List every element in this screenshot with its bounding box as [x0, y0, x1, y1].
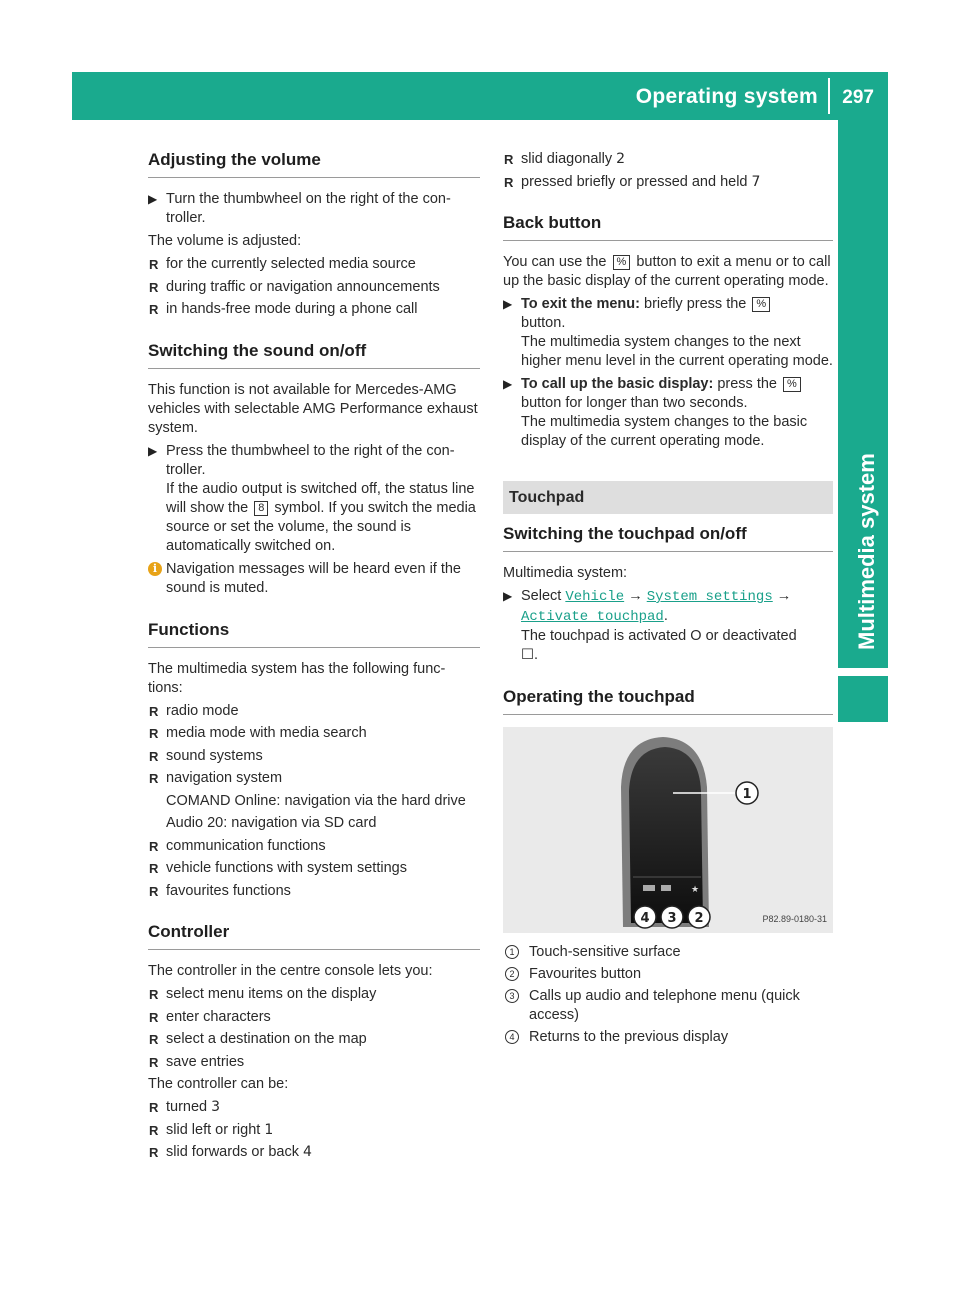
touchpad-intro: Multimedia system:	[503, 565, 628, 581]
volume-intro: The volume is adjusted:	[148, 233, 302, 249]
step-arrow-icon: ▶	[503, 377, 513, 391]
info-icon: i	[148, 562, 162, 576]
back-heading: Back button	[503, 213, 833, 241]
page-number: 297	[842, 87, 874, 108]
back-button-icon: %	[613, 255, 631, 270]
legend-item: 3 Calls up audio and telephone menu (quick access)	[503, 987, 833, 1025]
volume-step	[148, 190, 480, 228]
bullet-icon: R	[149, 987, 159, 1002]
side-tab-marker	[838, 676, 888, 722]
controller-press-icon: 7	[751, 173, 761, 190]
svg-text:2: 2	[694, 911, 704, 926]
list-item: R pressed briefly or pressed and held 7	[504, 173, 761, 190]
touchpad-step: ▶ Select Vehicle → System settings → Activate touchpad. The touchpad is activated O or deactivated ☐.	[503, 588, 797, 663]
list-item: R for the currently selected media source	[149, 256, 416, 272]
bullet-icon: R	[149, 1032, 159, 1047]
volume-step-text: Turn the thumbwheel on the right of the con-troller.	[166, 191, 451, 226]
step-arrow-icon: ▶	[503, 589, 513, 603]
checked-box-icon: O	[690, 628, 702, 644]
bullet-icon: R	[149, 748, 159, 764]
back-intro: You can use the % button to exit a menu or to call up the basic display of the current operating mode.	[503, 254, 831, 289]
back-button-icon: %	[783, 377, 801, 392]
figure-code: P82.89-0180-31	[762, 914, 827, 924]
sound-step: ▶ Press the thumbwheel to the right of the con-troller. If the audio output is switched off, the status line will show the 8 symbol. If you switch the media source or set the volume, the sound is automatically switched on.	[148, 442, 476, 554]
back-button-icon: %	[752, 297, 770, 312]
list-item: R select a destination on the map	[149, 1031, 367, 1047]
side-tab-label: Multimedia system	[854, 453, 879, 650]
functions-intro: The multimedia system has the following func-tions:	[148, 660, 446, 696]
step-arrow-icon: ▶	[148, 192, 158, 206]
list-item: R favourites functions	[149, 882, 291, 899]
list-item: R sound systems	[149, 747, 263, 764]
arrow-icon: →	[776, 588, 792, 604]
bullet-icon: R	[504, 152, 514, 167]
controller-can-be: The controller can be:	[148, 1076, 289, 1092]
bullet-icon: R	[149, 838, 159, 854]
sound-intro: This function is not available for Mercedes-AMG vehicles with selectable AMG Performance exhaust system.	[148, 381, 478, 436]
bullet-icon: R	[149, 279, 159, 295]
bullet-icon: R	[149, 1054, 159, 1070]
list-item: R enter characters	[149, 1008, 271, 1025]
bullet-icon: R	[149, 703, 159, 719]
bullet-icon: R	[149, 883, 159, 899]
touchpad-illustration	[503, 727, 833, 933]
list-item: R vehicle functions with system settings	[149, 860, 407, 876]
menu-link-system-settings[interactable]: System settings	[646, 589, 773, 605]
touchpad-operating-heading: Operating the touchpad	[503, 687, 833, 715]
list-item: R media mode with media search	[149, 725, 367, 741]
volume-heading: Adjusting the volume	[148, 150, 480, 178]
list-item: R save entries	[149, 1053, 245, 1070]
bullet-icon: R	[149, 257, 159, 272]
header-separator	[828, 78, 830, 114]
legend-item: 4 Returns to the previous display	[503, 1028, 833, 1047]
controller-intro: The controller in the centre console lets you:	[148, 963, 433, 979]
page-header	[72, 72, 888, 120]
list-item: R in hands-free mode during a phone call	[149, 301, 418, 317]
right-column	[503, 150, 833, 1050]
list-item: R navigation system	[149, 770, 283, 786]
list-item: R slid diagonally 2	[504, 151, 626, 167]
svg-text:1: 1	[742, 787, 752, 802]
list-item: R radio mode	[149, 702, 239, 719]
left-column	[148, 150, 480, 1166]
menu-link-vehicle[interactable]: Vehicle	[565, 589, 625, 605]
bullet-icon: R	[149, 1100, 159, 1115]
unchecked-box-icon: ☐	[521, 647, 534, 663]
svg-text:★: ★	[691, 885, 700, 895]
back-exit-step: ▶ To exit the menu: briefly press the % button. The multimedia system changes to the next higher menu level in the current operating mode.	[503, 296, 833, 369]
controller-slide-diagonal-icon: 2	[616, 151, 626, 167]
bullet-icon: R	[149, 1122, 159, 1138]
legend-item: 2 Favourites button	[503, 965, 833, 984]
list-item: R turned 3	[149, 1099, 221, 1115]
header-section-title: Operating system	[635, 85, 818, 108]
svg-text:3: 3	[667, 911, 677, 926]
controller-slide-lr-icon: 1	[264, 1121, 274, 1138]
mute-icon: 8	[254, 501, 268, 516]
bullet-icon: R	[149, 1009, 159, 1025]
list-item: R communication functions	[149, 837, 326, 854]
list-item: R slid forwards or back 4	[149, 1144, 312, 1160]
bullet-icon: R	[149, 861, 159, 876]
sound-heading: Switching the sound on/off	[148, 341, 480, 369]
list-subitem: COMAND Online: navigation via the hard drive	[166, 792, 466, 809]
menu-link-activate-touchpad[interactable]: Activate touchpad	[521, 609, 664, 625]
controller-turn-icon: 3	[211, 1099, 221, 1115]
touchpad-figure	[503, 727, 833, 933]
controller-slide-fb-icon: 4	[303, 1144, 312, 1160]
info-note: i Navigation messages will be heard even if the sound is muted.	[148, 560, 480, 598]
bullet-icon: R	[149, 771, 159, 786]
touchpad-switch-heading: Switching the touchpad on/off	[503, 524, 833, 552]
bullet-icon: R	[149, 1145, 159, 1160]
legend-item: 1 Touch-sensitive surface	[503, 943, 833, 962]
bullet-icon: R	[504, 174, 514, 190]
back-basic-step: ▶ To call up the basic display: press the % button for longer than two seconds. The multimedia system changes to the basic display of the current operating mode.	[503, 376, 808, 449]
bullet-icon: R	[149, 726, 159, 741]
step-arrow-icon: ▶	[503, 297, 513, 311]
bullet-icon: R	[149, 302, 159, 317]
list-item: R during traffic or navigation announcements	[149, 278, 440, 295]
functions-heading: Functions	[148, 620, 480, 648]
step-arrow-icon: ▶	[148, 443, 158, 458]
arrow-icon: →	[628, 588, 643, 604]
list-item: R select menu items on the display	[149, 986, 377, 1002]
controller-heading: Controller	[148, 922, 480, 950]
list-item: R slid left or right 1	[149, 1121, 274, 1138]
touchpad-section-band: Touchpad	[503, 481, 833, 514]
svg-text:4: 4	[640, 911, 650, 926]
list-subitem: Audio 20: navigation via SD card	[166, 815, 377, 831]
